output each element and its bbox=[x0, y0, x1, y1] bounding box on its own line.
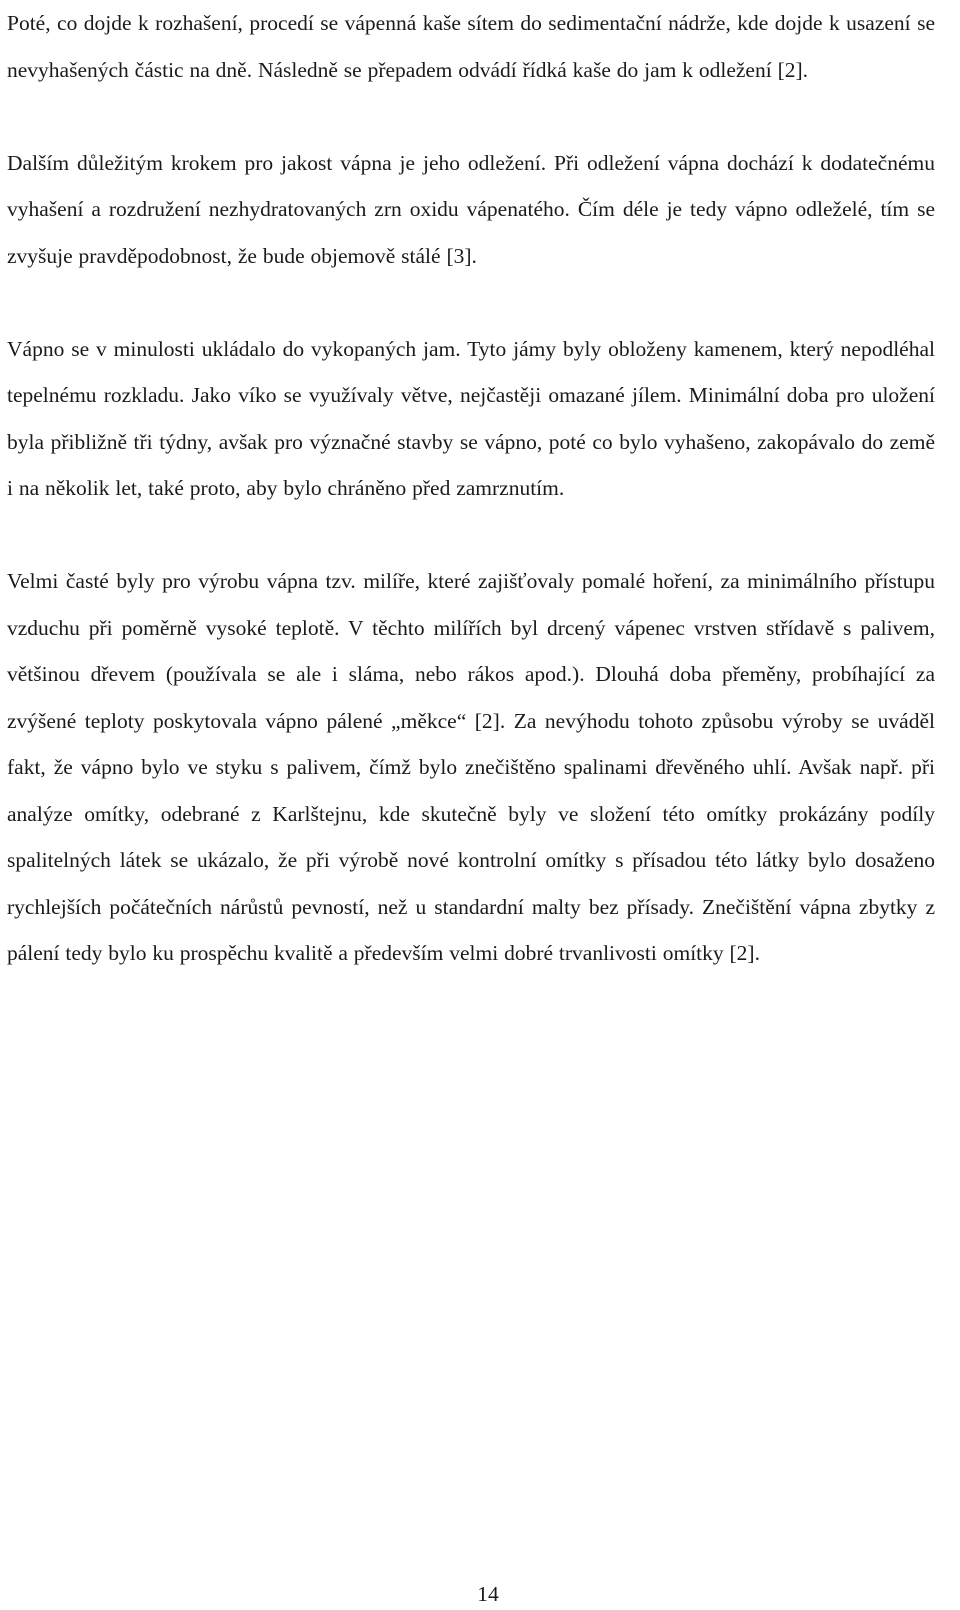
paragraph-kilns: Velmi časté byly pro výrobu vápna tzv. milíře, které zajišťovaly pomalé hoření, za minimálního přístupu vzduchu při poměrně vysoké teplotě. V těchto milířích byl drcený vápenec vrstven střídavě s palivem, většinou dřevem (používala se ale i sláma, nebo rákos apod.). Dlouhá doba přeměny, probíhající za zvýšené teploty poskytovala vápno pálené „měkce“ [2]. Za nevýhodu tohoto způsobu výroby se uváděl fakt, že vápno bylo ve styku s palivem, čímž bylo znečištěno spalinami dřevěného uhlí. Avšak např. při analýze omítky, odebrané z Karlštejnu, kde skutečně byly ve složení této omítky prokázány podíly spalitelných látek se ukázalo, že při výrobě nové kontrolní omítky s přísadou této látky bylo dosaženo rychlejších počátečních nárůstů pevností, než u standardní malty bez přísady. Znečištění vápna zbytky z pálení tedy bylo ku prospěchu kvalitě a především velmi dobré trvanlivosti omítky [2]. bbox=[7, 569, 935, 965]
document-page bbox=[7, 0, 935, 977]
page-number: 14 bbox=[477, 1582, 499, 1606]
paragraph-lime-pits: Vápno se v minulosti ukládalo do vykopaných jam. Tyto jámy byly obloženy kamenem, který nepodléhal tepelnému rozkladu. Jako víko se využívaly větve, nejčastěji omazané jílem. Minimální doba pro uložení byla přibližně tři týdny, avšak pro význačné stavby se vápno, poté co bylo vyhašeno, zakopávalo do země i na několik let, také proto, aby bylo chráněno před zamrznutím. bbox=[7, 336, 935, 500]
paragraph-lime-aging: Dalším důležitým krokem pro jakost vápna je jeho odležení. Při odležení vápna dochází k dodatečnému vyhašení a rozdružení nezhydratovaných zrn oxidu vápenatého. Čím déle je tedy vápno odleželé, tím se zvyšuje pravděpodobnost, že bude objemově stálé [3]. bbox=[7, 150, 935, 268]
paragraph-slaking-sedimentation: Poté, co dojde k rozhašení, procedí se vápenná kaše sítem do sedimentační nádrže, kde dojde k usazení se nevyhašených částic na dně. Následně se přepadem odvádí řídká kaše do jam k odležení [2]. bbox=[7, 11, 935, 82]
